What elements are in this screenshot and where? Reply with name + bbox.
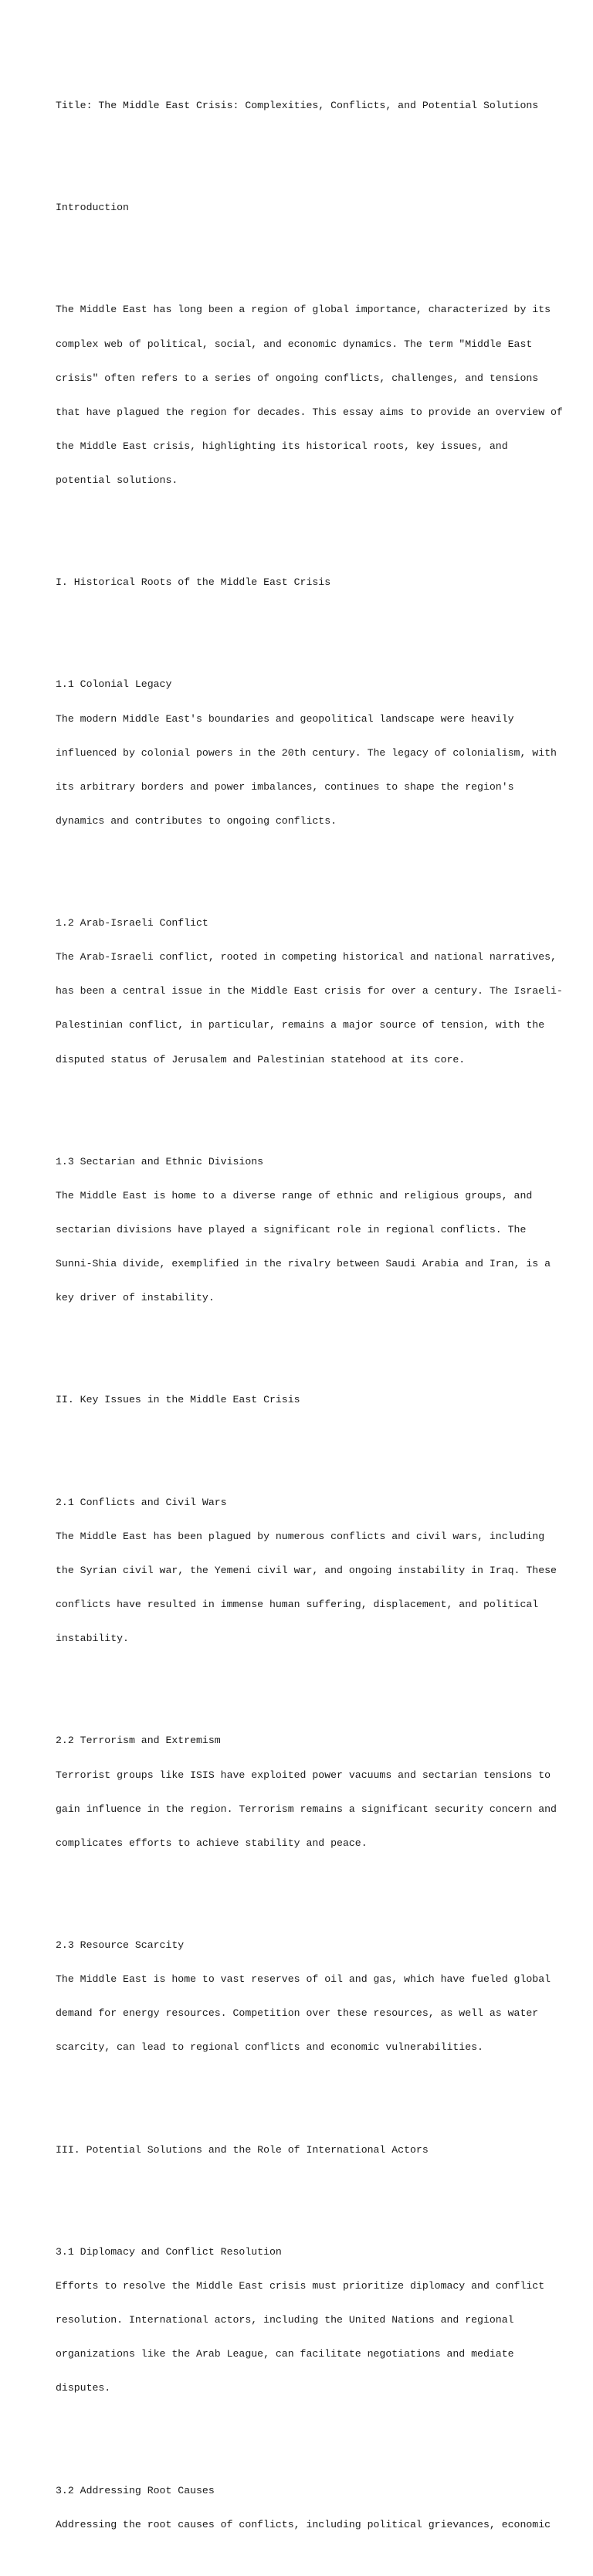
subsection-2-2 bbox=[56, 1713, 557, 1872]
paragraph-line: has been a central issue in the Middle East crisis for over a century. The Israeli- bbox=[56, 985, 563, 997]
paragraph-line: disputed status of Jerusalem and Palestinian statehood at its core. bbox=[56, 1053, 466, 1065]
paragraph-line: that have plagued the region for decades. This essay aims to provide an overview of bbox=[56, 406, 563, 418]
intro-heading: Introduction bbox=[56, 202, 129, 214]
paragraph-line: disputes. bbox=[56, 2382, 111, 2394]
paragraph-line: key driver of instability. bbox=[56, 1292, 215, 1304]
section-1-heading: I. Historical Roots of the Middle East Crisis bbox=[56, 576, 331, 589]
subsection-heading: 3.1 Diplomacy and Conflict Resolution bbox=[56, 2245, 282, 2258]
paragraph-line: potential solutions. bbox=[56, 474, 178, 486]
paragraph-line: dynamics and contributes to ongoing conflicts. bbox=[56, 814, 337, 827]
intro-paragraph bbox=[56, 282, 563, 509]
subsection-heading: 1.1 Colonial Legacy bbox=[56, 678, 172, 691]
intro-heading-block bbox=[56, 180, 550, 237]
paragraph-line: the Middle East crisis, highlighting its historical roots, key issues, and bbox=[56, 440, 508, 452]
paragraph-line: The Middle East has been plagued by numerous conflicts and civil wars, including bbox=[56, 1530, 545, 1542]
paragraph-line: Addressing the root causes of conflicts, including political grievances, economic bbox=[56, 2518, 551, 2530]
subsection-heading: 2.3 Resource Scarcity bbox=[56, 1939, 185, 1952]
section-3-heading-block bbox=[56, 2122, 550, 2179]
section-1-heading-block bbox=[56, 555, 550, 612]
subsection-heading: 2.1 Conflicts and Civil Wars bbox=[56, 1496, 227, 1508]
paragraph-line: resolution. International actors, including the United Nations and regional bbox=[56, 2314, 514, 2326]
paragraph-line: complicates efforts to achieve stability and peace. bbox=[56, 1837, 368, 1849]
paragraph-line: demand for energy resources. Competition over these resources, as well as water bbox=[56, 2007, 539, 2020]
paragraph-line: instability. bbox=[56, 1633, 129, 1645]
paragraph-line: The Middle East has long been a region of global importance, characterized by its bbox=[56, 304, 551, 316]
subsection-1-3 bbox=[56, 1133, 550, 1327]
paragraph-line: The Middle East is home to a diverse range of ethnic and religious groups, and bbox=[56, 1189, 533, 1201]
subsection-heading: 1.3 Sectarian and Ethnic Divisions bbox=[56, 1155, 264, 1167]
paragraph-line: the Syrian civil war, the Yemeni civil war, and ongoing instability in Iraq. These bbox=[56, 1564, 557, 1576]
section-2-heading-block bbox=[56, 1372, 550, 1429]
subsection-1-2 bbox=[56, 895, 563, 1089]
paragraph-line: Terrorist groups like ISIS have exploited power vacuums and sectarian tensions to bbox=[56, 1769, 551, 1781]
paragraph-line: The modern Middle East's boundaries and geopolitical landscape were heavily bbox=[56, 712, 514, 725]
paragraph-line: its arbitrary borders and power imbalances, continues to shape the region's bbox=[56, 780, 514, 793]
document-title: Title: The Middle East Crisis: Complexities, Conflicts, and Potential Solutions bbox=[56, 99, 539, 111]
subsection-heading: 3.2 Addressing Root Causes bbox=[56, 2484, 215, 2496]
paragraph-line: The Middle East is home to vast reserves of oil and gas, which have fueled global bbox=[56, 1973, 551, 1986]
paragraph-line: Efforts to resolve the Middle East crisis must prioritize diplomacy and conflict bbox=[56, 2280, 545, 2292]
subsection-3-2 bbox=[56, 2462, 550, 2554]
section-3-heading: III. Potential Solutions and the Role of International Actors bbox=[56, 2143, 429, 2156]
document-page bbox=[56, 55, 563, 2576]
subsection-2-1 bbox=[56, 1474, 557, 1667]
paragraph-line: organizations like the Arab League, can facilitate negotiations and mediate bbox=[56, 2348, 514, 2360]
paragraph-line: gain influence in the region. Terrorism remains a significant security concern and bbox=[56, 1803, 557, 1815]
paragraph-line: complex web of political, social, and economic dynamics. The term "Middle East bbox=[56, 338, 533, 350]
subsection-1-1 bbox=[56, 657, 557, 850]
paragraph-line: conflicts have resulted in immense human suffering, displacement, and political bbox=[56, 1599, 539, 1611]
paragraph-line: Sunni-Shia divide, exemplified in the rivalry between Saudi Arabia and Iran, is a bbox=[56, 1258, 551, 1270]
paragraph-line: sectarian divisions have played a significant role in regional conflicts. The bbox=[56, 1224, 527, 1235]
paragraph-line: influenced by colonial powers in the 20th century. The legacy of colonialism, with bbox=[56, 746, 557, 759]
subsection-2-3 bbox=[56, 1918, 550, 2077]
paragraph-line: scarcity, can lead to regional conflicts and economic vulnerabilities. bbox=[56, 2041, 483, 2054]
document-title-block bbox=[56, 77, 550, 134]
paragraph-line: Palestinian conflict, in particular, remains a major source of tension, with the bbox=[56, 1019, 545, 1031]
subsection-heading: 1.2 Arab-Israeli Conflict bbox=[56, 917, 208, 929]
section-2-heading: II. Key Issues in the Middle East Crisis bbox=[56, 1394, 300, 1406]
subsection-3-1 bbox=[56, 2224, 550, 2418]
subsection-heading: 2.2 Terrorism and Extremism bbox=[56, 1735, 221, 1747]
paragraph-line: The Arab-Israeli conflict, rooted in competing historical and national narratives, bbox=[56, 951, 557, 963]
paragraph-line: crisis" often refers to a series of ongoing conflicts, challenges, and tensions bbox=[56, 372, 539, 384]
